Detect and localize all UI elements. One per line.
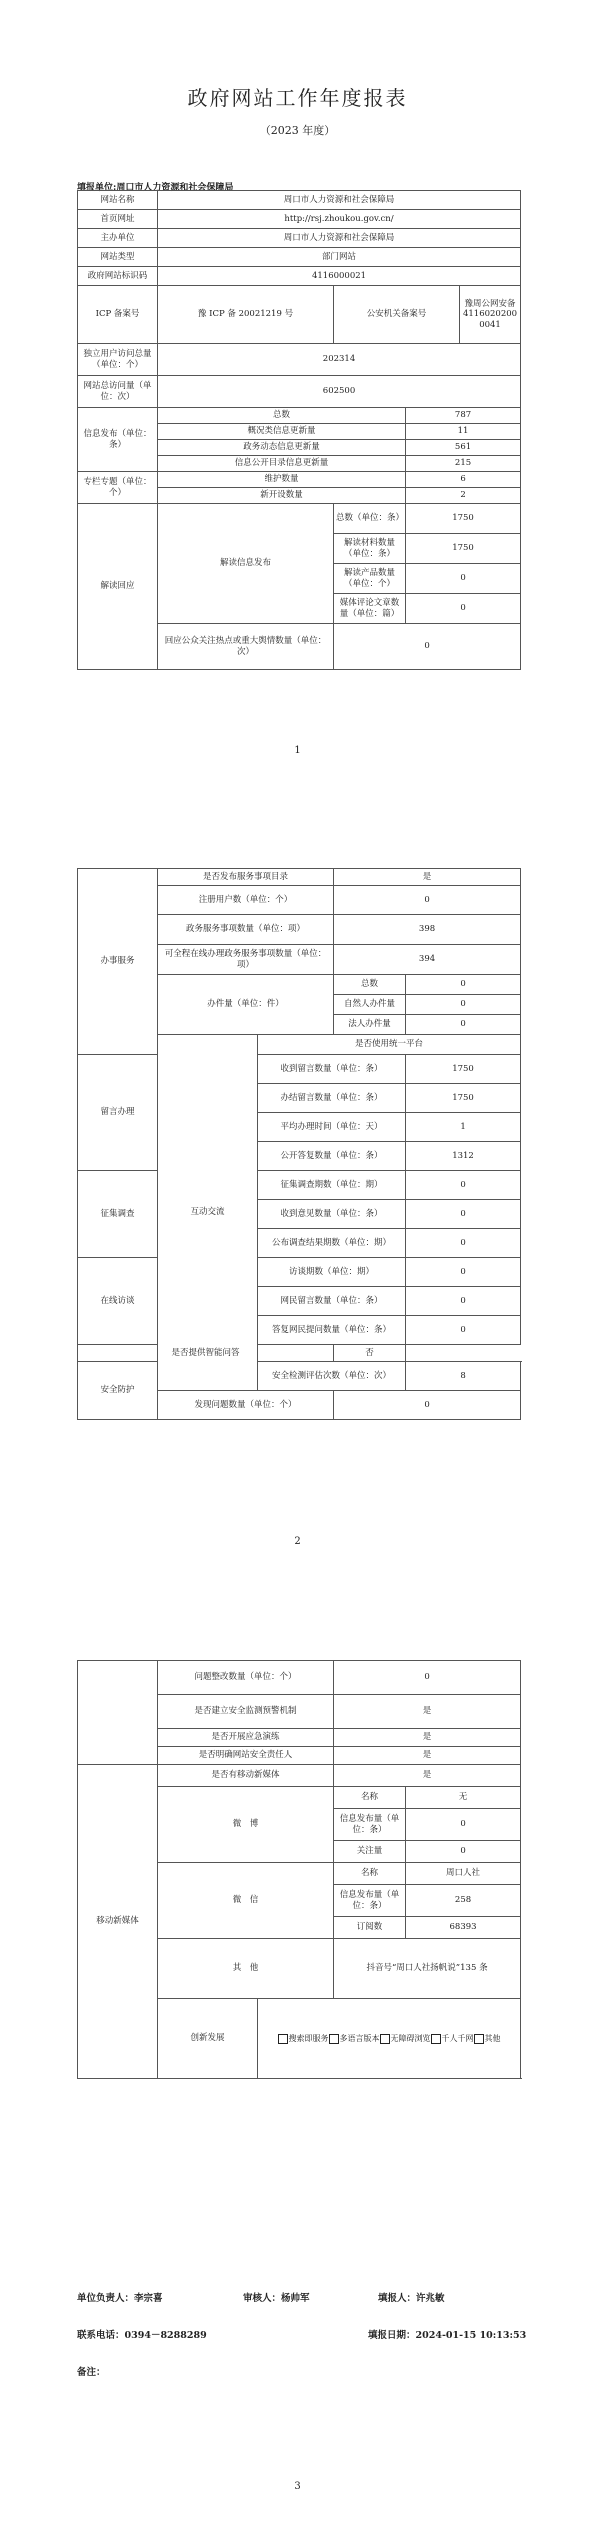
value: 周口人社	[406, 1863, 521, 1885]
label: 办件量（单位：件）	[158, 975, 334, 1035]
value: 0	[406, 1287, 521, 1316]
label: 移动新媒体	[78, 1765, 158, 2079]
value: 1312	[406, 1142, 521, 1171]
contact-phone: 联系电话：0394－8288289	[77, 2330, 207, 2341]
value: 1	[406, 1113, 521, 1142]
label: 新开设数量	[158, 488, 406, 504]
page-title: 政府网站工作年度报表	[187, 86, 408, 110]
label: 访谈期数（单位：期）	[258, 1258, 406, 1287]
checkbox[interactable]	[431, 2034, 441, 2044]
label: 政务动态信息更新量	[158, 440, 406, 456]
filler-name: 填报人：许兆敏	[378, 2293, 445, 2304]
value: 202314	[158, 344, 521, 376]
label: 安全检测评估次数（单位：次）	[258, 1362, 406, 1391]
value: 0	[406, 995, 521, 1015]
label: 概况类信息更新量	[158, 424, 406, 440]
value: 0	[406, 1015, 521, 1035]
label: 留言办理	[78, 1055, 158, 1171]
value: 0	[406, 1229, 521, 1258]
table-service-interaction	[77, 868, 521, 1420]
value: 豫周公网安备41160202000041	[460, 286, 521, 344]
value: 周口市人力资源和社会保障局	[158, 191, 521, 210]
value: 0	[406, 1809, 521, 1841]
checkbox[interactable]	[380, 2034, 390, 2044]
value: 0	[406, 1171, 521, 1200]
label: 问题整改数量（单位：个）	[158, 1661, 334, 1695]
label: 总数	[158, 408, 406, 424]
value: 215	[406, 456, 521, 472]
label: 维护数量	[158, 472, 406, 488]
option-label: 搜索即服务	[288, 2033, 329, 2043]
label	[78, 1661, 158, 1765]
label: 名称	[334, 1787, 406, 1809]
value: 0	[406, 1200, 521, 1229]
label: 是否有移动新媒体	[158, 1765, 334, 1787]
page-number: 3	[294, 2481, 301, 2492]
value: 787	[406, 408, 521, 424]
label: 解读产品数量（单位：个）	[334, 564, 406, 594]
label: 公安机关备案号	[334, 286, 460, 344]
value: 部门网站	[158, 248, 521, 267]
label: 网站类型	[78, 248, 158, 267]
label: 互动交流	[158, 1035, 258, 1391]
value: 1750	[406, 1055, 521, 1084]
label: 解读回应	[78, 504, 158, 670]
report-year: （2023 年度）	[259, 124, 336, 137]
value: 周口市人力资源和社会保障局	[158, 229, 521, 248]
label: 收到意见数量（单位：条）	[258, 1200, 406, 1229]
label: 解读材料数量（单位：条）	[334, 534, 406, 564]
label: 征集调查期数（单位：期）	[258, 1171, 406, 1200]
label: 法人办件量	[334, 1015, 406, 1035]
page-number: 1	[294, 745, 301, 756]
label: 是否提供智能问答	[78, 1345, 334, 1362]
label: 创新发展	[158, 1999, 258, 2079]
label: 办事服务	[78, 869, 158, 1055]
label: 答复网民提问数量（单位：条）	[258, 1316, 406, 1345]
checkbox[interactable]	[329, 2034, 339, 2044]
value: 0	[334, 1391, 521, 1420]
label: 总数（单位：条）	[334, 504, 406, 534]
value: 0	[406, 564, 521, 594]
option-label: 千人千网	[441, 2033, 474, 2043]
value: 0	[406, 594, 521, 624]
value: 2	[406, 488, 521, 504]
value: 68393	[406, 1917, 521, 1939]
label: 其 他	[158, 1939, 334, 1999]
label: 微 信	[158, 1863, 334, 1939]
label: 安全防护	[78, 1362, 158, 1420]
label: 办结留言数量（单位：条）	[258, 1084, 406, 1113]
value: 是	[334, 1747, 521, 1765]
option-label: 无障碍浏览	[390, 2033, 431, 2043]
value: 602500	[158, 376, 521, 408]
label: 发现问题数量（单位：个）	[158, 1391, 334, 1420]
label: 是否建立安全监测预警机制	[158, 1695, 334, 1729]
label: 信息发布量（单位：条）	[334, 1809, 406, 1841]
label: 可全程在线办理政务服务事项数量（单位：项）	[158, 945, 334, 975]
label: 主办单位	[78, 229, 158, 248]
value: 1750	[406, 504, 521, 534]
table-security-mobile	[77, 1660, 521, 2079]
label: 解读信息发布	[158, 504, 334, 624]
label: 平均办理时间（单位：天）	[258, 1113, 406, 1142]
value: 抖音号“周口人社扬帆说”135 条	[334, 1939, 521, 1999]
label: 征集调查	[78, 1171, 158, 1258]
reviewer: 审核人：杨帅军	[243, 2293, 310, 2304]
value: 561	[406, 440, 521, 456]
label: 独立用户访问总量（单位：个）	[78, 344, 158, 376]
value: 是	[334, 869, 521, 886]
label: 政府网站标识码	[78, 267, 158, 286]
value: 1750	[406, 1084, 521, 1113]
value: 1750	[406, 534, 521, 564]
value: 394	[334, 945, 521, 975]
value: 4116000021	[158, 267, 521, 286]
value: 是	[334, 1695, 521, 1729]
remarks: 备注：	[77, 2367, 106, 2378]
value: http://rsj.zhoukou.gov.cn/	[158, 210, 521, 229]
table-basic-info	[77, 190, 521, 670]
label: 是否开展应急演练	[158, 1729, 334, 1747]
value: 0	[334, 886, 521, 915]
label: 关注量	[334, 1841, 406, 1863]
label: 媒体评论文章数量（单位：篇）	[334, 594, 406, 624]
label: 注册用户数（单位：个）	[158, 886, 334, 915]
label: 回应公众关注热点或重大舆情数量（单位：次）	[158, 624, 334, 670]
value: 0	[406, 1316, 521, 1345]
label: 公开答复数量（单位：条）	[258, 1142, 406, 1171]
filling-unit: 填报单位:周口市人力资源和社会保障局	[77, 183, 234, 193]
value: 否	[334, 1345, 406, 1362]
label: 信息发布（单位：条）	[78, 408, 158, 472]
label: 信息公开目录信息更新量	[158, 456, 406, 472]
unit-head: 单位负责人：李宗喜	[77, 2293, 163, 2304]
value: 0	[406, 1258, 521, 1287]
label: 是否发布服务事项目录	[158, 869, 334, 886]
innovation-options	[258, 1999, 521, 2079]
label: 订阅数	[334, 1917, 406, 1939]
value: 0	[334, 1661, 521, 1695]
label: 网站总访问量（单位：次）	[78, 376, 158, 408]
value: 是	[334, 1765, 521, 1787]
label: 总数	[334, 975, 406, 995]
value: 11	[406, 424, 521, 440]
checkbox[interactable]	[474, 2034, 484, 2044]
value: 是	[334, 1729, 521, 1747]
value: 258	[406, 1885, 521, 1917]
label: 公布调查结果期数（单位：期）	[258, 1229, 406, 1258]
label: 收到留言数量（单位：条）	[258, 1055, 406, 1084]
label: 名称	[334, 1863, 406, 1885]
label: 网站名称	[78, 191, 158, 210]
value: 0	[406, 1841, 521, 1863]
label: 是否明确网站安全责任人	[158, 1747, 334, 1765]
label: 专栏专题（单位：个）	[78, 472, 158, 504]
page-number: 2	[294, 1536, 301, 1547]
label: ICP 备案号	[78, 286, 158, 344]
label: 网民留言数量（单位：条）	[258, 1287, 406, 1316]
label: 是否使用统一平台	[258, 1035, 521, 1055]
option-label: 其他	[484, 2033, 501, 2043]
value: 无	[406, 1787, 521, 1809]
fill-date: 填报日期：2024-01-15 10:13:53	[368, 2330, 527, 2341]
option-label: 多语言版本	[339, 2033, 380, 2043]
value: 6	[406, 472, 521, 488]
label: 自然人办件量	[334, 995, 406, 1015]
label: 政务服务事项数量（单位：项）	[158, 915, 334, 945]
label: 信息发布量（单位：条）	[334, 1885, 406, 1917]
label: 微 博	[158, 1787, 334, 1863]
value: 0	[406, 975, 521, 995]
value: 0	[334, 624, 521, 670]
value: 8	[406, 1362, 521, 1391]
checkbox[interactable]	[278, 2034, 288, 2044]
value: 398	[334, 915, 521, 945]
value: 豫 ICP 备 20021219 号	[158, 286, 334, 344]
label: 首页网址	[78, 210, 158, 229]
label: 在线访谈	[78, 1258, 158, 1345]
